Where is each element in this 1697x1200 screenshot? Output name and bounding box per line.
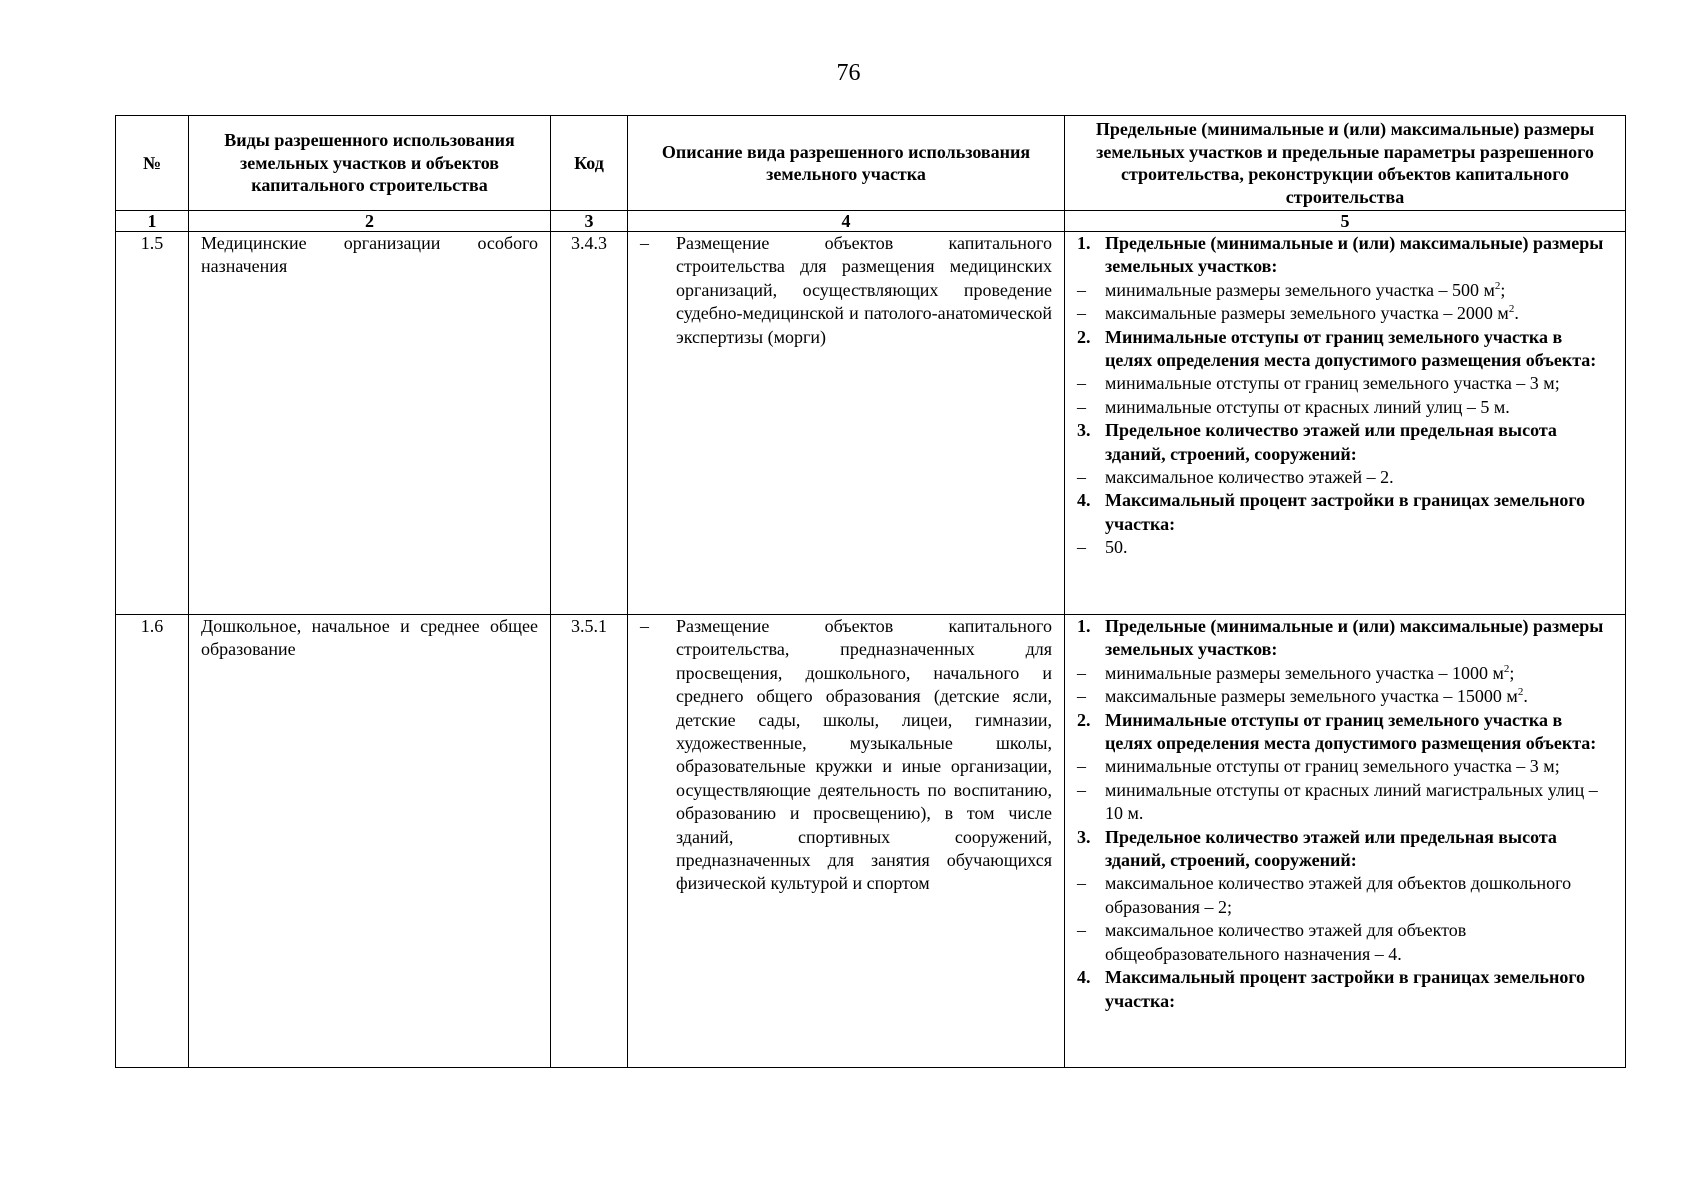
param-section [1077,709,1613,756]
header-parameters: Предельные (минимальные и (или) максимальные) размеры земельных участков и предельные параметры разрешенного строительства, реконструкции объектов капитального строительства [1065,116,1626,211]
header-use-type: Виды разрешенного использования земельных участков и объектов капитального строительства [189,116,551,211]
section-title: Минимальные отступы от границ земельного участка в целях определения места допустимого размещения объекта: [1105,326,1597,371]
header-code: Код [551,116,628,211]
header-num: № [116,116,189,211]
list-dash: – [1077,779,1086,800]
use-parameters [1065,232,1626,615]
section-title: Максимальный процент застройки в границах земельного участка: [1105,490,1586,534]
param-item [1077,662,1613,685]
section-title: Предельное количество этажей или предельная высота зданий, строений, сооружений: [1105,420,1557,464]
param-item [1077,872,1613,919]
list-dash: – [640,233,649,253]
param-item [1077,279,1613,302]
list-dash: – [1077,373,1086,394]
header-description: Описание вида разрешенного использования земельного участка [628,116,1065,211]
param-section [1077,966,1613,1013]
page-number: 76 [836,60,861,86]
list-dash: – [1077,396,1086,417]
param-text: максимальное количество этажей – 2. [1105,467,1394,488]
use-code: 3.5.1 [551,615,628,1068]
list-dash: – [1077,873,1086,894]
param-text: минимальные отступы от границ земельного участка – 3 м; [1105,373,1560,394]
param-section [1077,615,1613,662]
column-number: 2 [189,211,551,232]
table-header-row [116,116,1626,211]
use-parameters [1065,615,1626,1068]
param-item [1077,466,1613,489]
list-dash: – [1077,686,1086,707]
param-item [1077,779,1613,826]
param-text: максимальное количество этажей для объектов дошкольного образования – 2; [1105,873,1572,917]
param-item [1077,536,1613,559]
param-item [1077,919,1613,966]
description-text: Размещение объектов капитального строительства для размещения медицинских организаций, осуществляющих проведение судебно-медицинской и патолого-анатомической экспертизы (морги) [676,233,1052,347]
param-text: минимальные размеры земельного участка – 500 $м^2$; [1105,279,1506,300]
section-title: Минимальные отступы от границ земельного участка в целях определения места допустимого размещения объекта: [1105,709,1597,754]
column-number: 4 [628,211,1065,232]
param-section [1077,326,1613,373]
list-dash: – [1077,662,1086,683]
use-type-name: Дошкольное, начальное и среднее общее образование [189,615,551,1068]
param-text: максимальное количество этажей для объектов общеобразовательного назначения – 4. [1105,920,1467,964]
section-number: 1. [1077,233,1091,253]
column-number-row [116,211,1626,232]
param-section [1077,232,1613,279]
param-text: минимальные отступы от красных линий магистральных улиц – 10 м. [1105,779,1598,824]
param-text: минимальные отступы от границ земельного участка – 3 м; [1105,756,1560,777]
section-number: 2. [1077,709,1091,730]
list-dash: – [1077,537,1086,558]
param-item [1077,755,1613,778]
param-text: минимальные отступы от красных линий улиц – 5 м. [1105,396,1510,417]
table-row [116,615,1626,1068]
column-number: 1 [116,211,189,232]
table-row [116,232,1626,615]
list-dash: – [1077,303,1086,324]
list-dash: – [1077,920,1086,941]
description-text: Размещение объектов капитального строительства, предназначенных для просвещения, дошкольного, начального и среднего общего образования (детские ясли, детские сады, школы, лицеи, гимназии, художественные, музыкальные школы, образовательные кружки и иные организации, осуществляющие деятельность по воспитанию, образованию и просвещению), в том числе зданий, спортивных сооружений, предназначенных для занятия обучающихся физической культурой и спортом [676,616,1052,894]
section-number: 2. [1077,326,1091,347]
use-code: 3.4.3 [551,232,628,615]
param-section [1077,826,1613,873]
list-dash: – [640,616,649,636]
section-number: 4. [1077,967,1091,988]
param-text: 50. [1105,537,1128,558]
param-item [1077,302,1613,325]
use-description [628,615,1065,1068]
param-section [1077,419,1613,466]
param-section [1077,489,1613,536]
list-dash: – [1077,279,1086,300]
param-text: максимальные размеры земельного участка – 15000 $м^2$. [1105,686,1528,707]
param-item [1077,372,1613,395]
section-title: Предельные (минимальные и (или) максимальные) размеры земельных участков: [1105,233,1604,277]
param-item [1077,396,1613,419]
section-title: Предельные (минимальные и (или) максимальные) размеры земельных участков: [1105,616,1604,660]
list-dash: – [1077,756,1086,777]
list-dash: – [1077,467,1086,488]
section-title: Максимальный процент застройки в границах земельного участка: [1105,967,1586,1011]
section-number: 3. [1077,420,1091,441]
column-number: 5 [1065,211,1626,232]
section-number: 1. [1077,616,1091,636]
param-text: максимальные размеры земельного участка – 2000 $м^2$. [1105,303,1519,324]
section-number: 4. [1077,490,1091,511]
use-description [628,232,1065,615]
row-number: 1.5 [116,232,189,615]
section-number: 3. [1077,826,1091,847]
param-item [1077,685,1613,708]
use-type-name: Медицинские организации особого назначения [189,232,551,615]
param-text: минимальные размеры земельного участка – 1000 $м^2$; [1105,662,1515,683]
row-number: 1.6 [116,615,189,1068]
land-use-table [115,115,1626,1068]
column-number: 3 [551,211,628,232]
section-title: Предельное количество этажей или предельная высота зданий, строений, сооружений: [1105,826,1557,871]
